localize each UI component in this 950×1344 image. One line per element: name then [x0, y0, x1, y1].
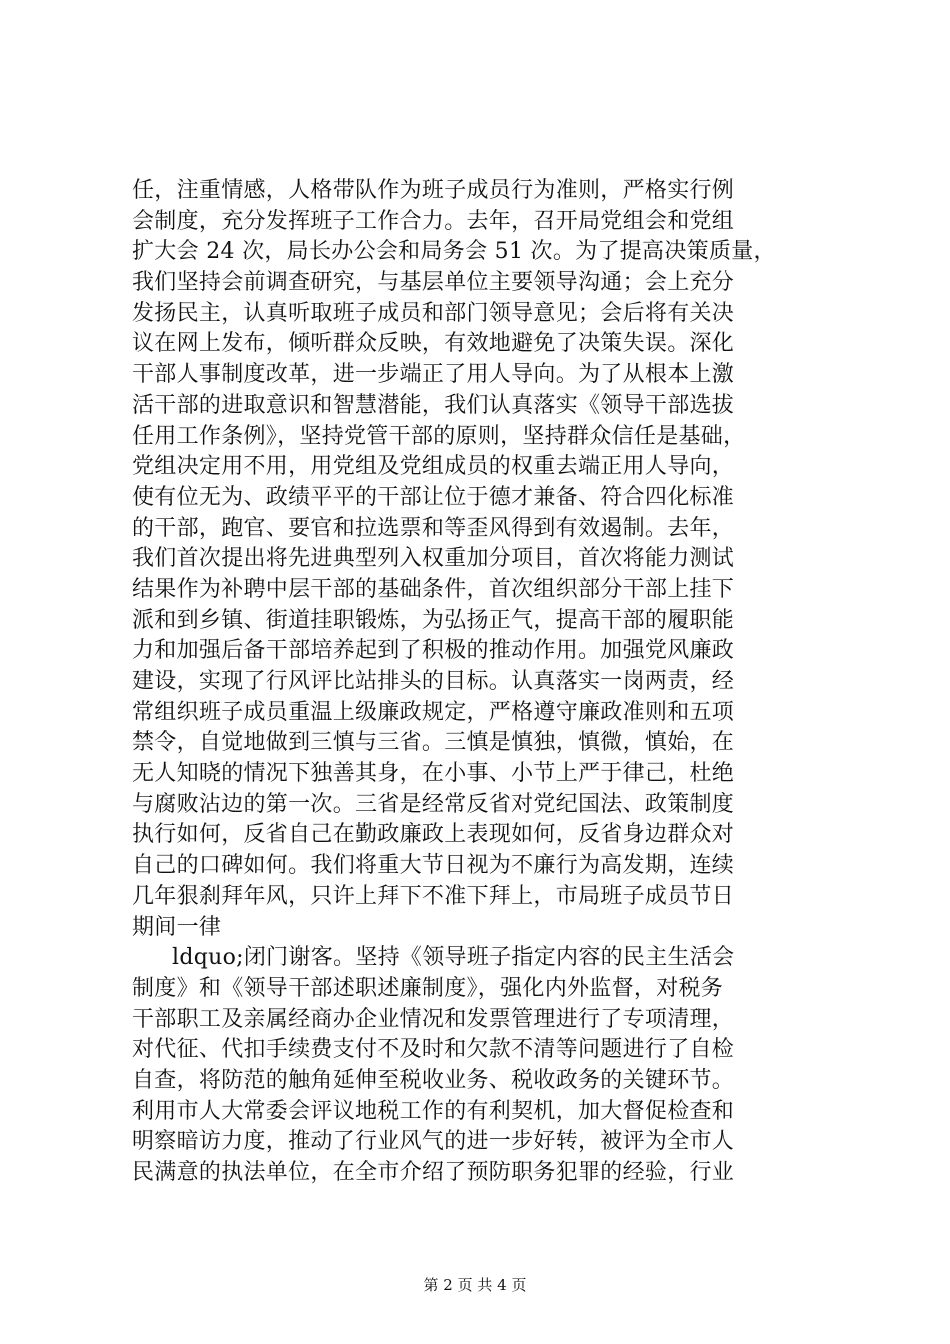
text-line: 我们坚持会前调查研究，与基层单位主要领导沟通；会上充分 — [132, 270, 735, 296]
text-line: 力和加强后备干部培养起到了积极的推动作用。加强党风廉政 — [132, 638, 735, 664]
text-line: 议在网上发布，倾听群众反映，有效地避免了决策失误。深化 — [132, 331, 735, 357]
text-line: 自查，将防范的触角延伸至税收业务、税收政务的关键环节。 — [132, 1067, 735, 1093]
page-number-footer: 第 2 页 共 4 页 — [423, 1276, 527, 1294]
text-line: 党组决定用不用，用党组及党组成员的权重去端正用人导向， — [132, 454, 735, 480]
text-line: 会制度，充分发挥班子工作合力。去年，召开局党组会和党组 — [132, 208, 735, 234]
text-line: 任用工作条例》，坚持党管干部的原则，坚持群众信任是基础， — [132, 423, 746, 449]
text-line: 活干部的进取意识和智慧潜能，我们认真落实《领导干部选拔 — [132, 392, 735, 418]
paragraph-start-line: ldquo;闭门谢客。坚持《领导班子指定内容的民主生活会 — [172, 945, 735, 971]
text-line: 制度》和《领导干部述职述廉制度》，强化内外监督，对税务 — [132, 975, 724, 1001]
text-line: 利用市人大常委会评议地税工作的有利契机，加大督促检查和 — [132, 1098, 735, 1124]
text-line: 我们首次提出将先进典型列入权重加分项目，首次将能力测试 — [132, 546, 735, 572]
text-line: 建设，实现了行风评比站排头的目标。认真落实一岗两责，经 — [132, 669, 735, 694]
text-line: 发扬民主，认真听取班子成员和部门领导意见；会后将有关决 — [132, 300, 735, 326]
text-line: 执行如何，反省自己在勤政廉政上表现如何，反省身边群众对 — [132, 822, 735, 848]
text-line: 干部人事制度改革，进一步端正了用人导向。为了从根本上激 — [132, 362, 735, 388]
text-line: 任，注重情感，人格带队作为班子成员行为准则，严格实行例 — [132, 178, 735, 203]
text-line: 扩大会 24 次，局长办公会和局务会 51 次。为了提高决策质量， — [132, 239, 776, 265]
text-line: 禁令，自觉地做到三慎与三省。三慎是慎独，慎微，慎始，在 — [132, 730, 735, 756]
text-line: 无人知晓的情况下独善其身，在小事、小节上严于律己，杜绝 — [132, 761, 735, 787]
text-line: 明察暗访力度，推动了行业风气的进一步好转，被评为全市人 — [132, 1129, 735, 1155]
text-line: 派和到乡镇、街道挂职锻炼，为弘扬正气，提高干部的履职能 — [132, 607, 735, 633]
text-line: 几年狠刹拜年风，只许上拜下不准下拜上，市局班子成员节日 — [132, 883, 735, 909]
text-line: 对代征、代扣手续费支付不及时和欠款不清等问题进行了自检 — [132, 1037, 735, 1063]
text-line: 与腐败沾边的第一次。三省是经常反省对党纪国法、政策制度 — [132, 791, 735, 817]
text-line: 民满意的执法单位，在全市介绍了预防职务犯罪的经验，行业 — [132, 1160, 735, 1185]
body-text — [132, 176, 832, 1189]
text-line: 常组织班子成员重温上级廉政规定，严格遵守廉政准则和五项 — [132, 699, 735, 725]
text-line: 期间一律 — [132, 914, 222, 940]
text-line: 使有位无为、政绩平平的干部让位于德才兼备、符合四化标准 — [132, 484, 735, 510]
text-line: 自己的口碑如何。我们将重大节日视为不廉行为高发期，连续 — [132, 853, 735, 879]
text-line: 的干部，跑官、要官和拉选票和等歪风得到有效遏制。去年， — [132, 515, 735, 541]
text-line: 干部职工及亲属经商办企业情况和发票管理进行了专项清理， — [132, 1006, 735, 1032]
text-line: 结果作为补聘中层干部的基础条件，首次组织部分干部上挂下 — [132, 576, 735, 602]
